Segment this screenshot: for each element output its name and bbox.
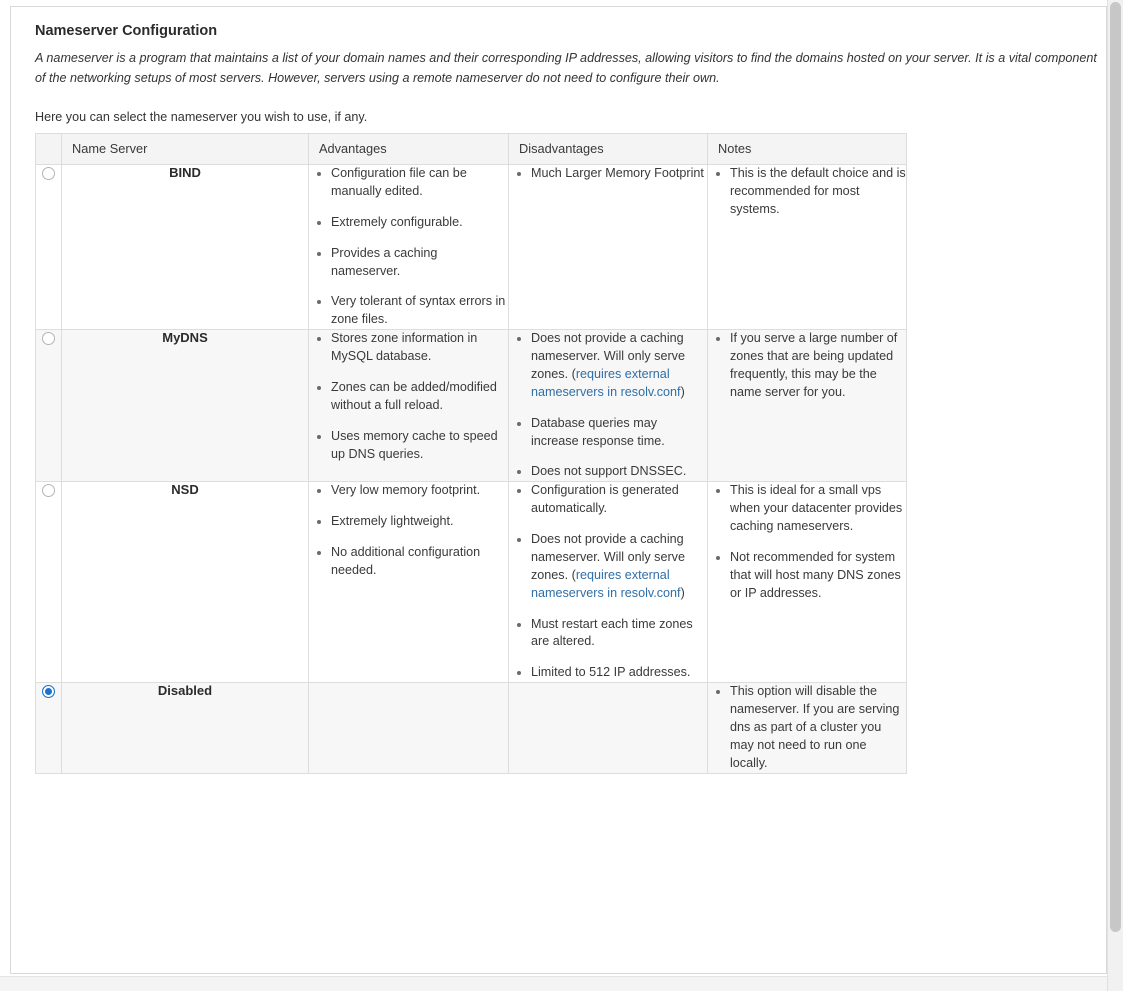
column-header-name-server: Name Server: [62, 134, 309, 165]
list-item: • Zones can be added/modified without a full reload.: [331, 379, 508, 415]
nameserver-table: [35, 133, 907, 774]
scrollbar-thumb[interactable]: [1110, 2, 1121, 932]
radio-button-bind[interactable]: [42, 167, 55, 180]
bottom-edge: [0, 976, 1123, 991]
list-item: • Very tolerant of syntax errors in zone files.: [331, 293, 508, 329]
list-item: • Does not support DNSSEC.: [531, 463, 707, 481]
disadvantages-list-bind: [509, 165, 707, 183]
advantages-list-nsd: [309, 482, 508, 580]
list-item: • Extremely lightweight.: [331, 513, 508, 531]
list-item-tail: ): [680, 384, 685, 399]
table-row: [36, 683, 907, 773]
list-item: • No additional configuration needed.: [331, 544, 508, 580]
advantages-cell-mydns: [309, 330, 509, 482]
list-item: • This option will disable the nameserver. If you are serving dns as part of a cluster you may not need to run one locally.: [730, 683, 906, 772]
table-body: [36, 165, 907, 774]
select-note: Here you can select the nameserver you wish to use, if any.: [35, 110, 368, 125]
list-item: • Configuration file can be manually edited.: [331, 165, 508, 201]
column-header-disadvantages: Disadvantages: [509, 134, 708, 165]
list-item-tail: ): [680, 585, 685, 600]
notes-list-mydns: [708, 330, 906, 402]
notes-list-bind: [708, 165, 906, 219]
vertical-scrollbar[interactable]: [1107, 0, 1123, 991]
list-item: • Not recommended for system that will host many DNS zones or IP addresses.: [730, 549, 906, 603]
list-item: • Very low memory footprint.: [331, 482, 508, 500]
notes-list-nsd: [708, 482, 906, 602]
name-cell-disabled: Disabled: [62, 683, 309, 773]
list-item: • If you serve a large number of zones that are being updated frequently, this may be the name server for you.: [730, 330, 906, 402]
table-header-row: [36, 134, 907, 165]
disadvantages-cell-bind: [509, 165, 708, 330]
list-item: • Uses memory cache to speed up DNS queries.: [331, 428, 508, 464]
radio-button-disabled[interactable]: [42, 685, 55, 698]
list-item: • Provides a caching nameserver.: [331, 245, 508, 281]
list-item-text: Does not provide a caching nameserver. Will only serve zones. (: [531, 532, 685, 582]
radio-cell-mydns[interactable]: [36, 330, 62, 482]
list-item: • Stores zone information in MySQL database.: [331, 330, 508, 366]
list-item: • Extremely configurable.: [331, 214, 508, 232]
column-header-notes: Notes: [708, 134, 907, 165]
intro-paragraph: A nameserver is a program that maintains a list of your domain names and their corresponding IP addresses, allowing visitors to find the domains hosted on your server. It is a vital component of the networking setups of most servers. However, servers using a remote nameserver do not need to configure their own.: [35, 51, 1097, 85]
disadvantages-cell-mydns: [509, 330, 708, 482]
list-item: • This is ideal for a small vps when your datacenter provides caching nameservers.: [730, 482, 906, 536]
table-row: [36, 482, 907, 683]
notes-list-disabled: [708, 683, 906, 772]
radio-button-nsd[interactable]: [42, 484, 55, 497]
resolv-conf-link[interactable]: requires external nameservers in resolv.conf: [531, 366, 681, 399]
list-item: [531, 531, 707, 603]
name-cell-bind: BIND: [62, 165, 309, 330]
disadvantages-cell-disabled: [509, 683, 708, 773]
advantages-cell-bind: [309, 165, 509, 330]
list-item: • Must restart each time zones are altered.: [531, 616, 707, 652]
disadvantages-list-nsd: [509, 482, 707, 682]
advantages-list-bind: [309, 165, 508, 329]
radio-cell-nsd[interactable]: [36, 482, 62, 683]
column-header-radio: [36, 134, 62, 165]
list-item: • This is the default choice and is recommended for most systems.: [730, 165, 906, 219]
list-item: • Limited to 512 IP addresses.: [531, 664, 707, 682]
nameserver-configuration-panel: [10, 6, 1107, 974]
notes-cell-bind: [708, 165, 907, 330]
advantages-list-mydns: [309, 330, 508, 463]
list-item: • Database queries may increase response time.: [531, 415, 707, 451]
notes-cell-nsd: [708, 482, 907, 683]
list-item: • Much Larger Memory Footprint: [531, 165, 707, 183]
advantages-cell-nsd: [309, 482, 509, 683]
radio-cell-bind[interactable]: [36, 165, 62, 330]
disadvantages-list-mydns: [509, 330, 707, 481]
list-item-text: Does not provide a caching nameserver. Will only serve zones. (: [531, 331, 685, 381]
advantages-cell-disabled: [309, 683, 509, 773]
page-title: Nameserver Configuration: [35, 23, 218, 39]
column-header-advantages: Advantages: [309, 134, 509, 165]
notes-cell-disabled: [708, 683, 907, 773]
table-row: [36, 330, 907, 482]
radio-button-mydns[interactable]: [42, 332, 55, 345]
name-cell-nsd: NSD: [62, 482, 309, 683]
list-item: [531, 330, 707, 402]
notes-cell-mydns: [708, 330, 907, 482]
list-item: • Configuration is generated automatically.: [531, 482, 707, 518]
radio-cell-disabled[interactable]: [36, 683, 62, 773]
table-header: [36, 134, 907, 165]
disadvantages-cell-nsd: [509, 482, 708, 683]
table-row: [36, 165, 907, 330]
resolv-conf-link[interactable]: requires external nameservers in resolv.conf: [531, 567, 681, 600]
name-cell-mydns: MyDNS: [62, 330, 309, 482]
